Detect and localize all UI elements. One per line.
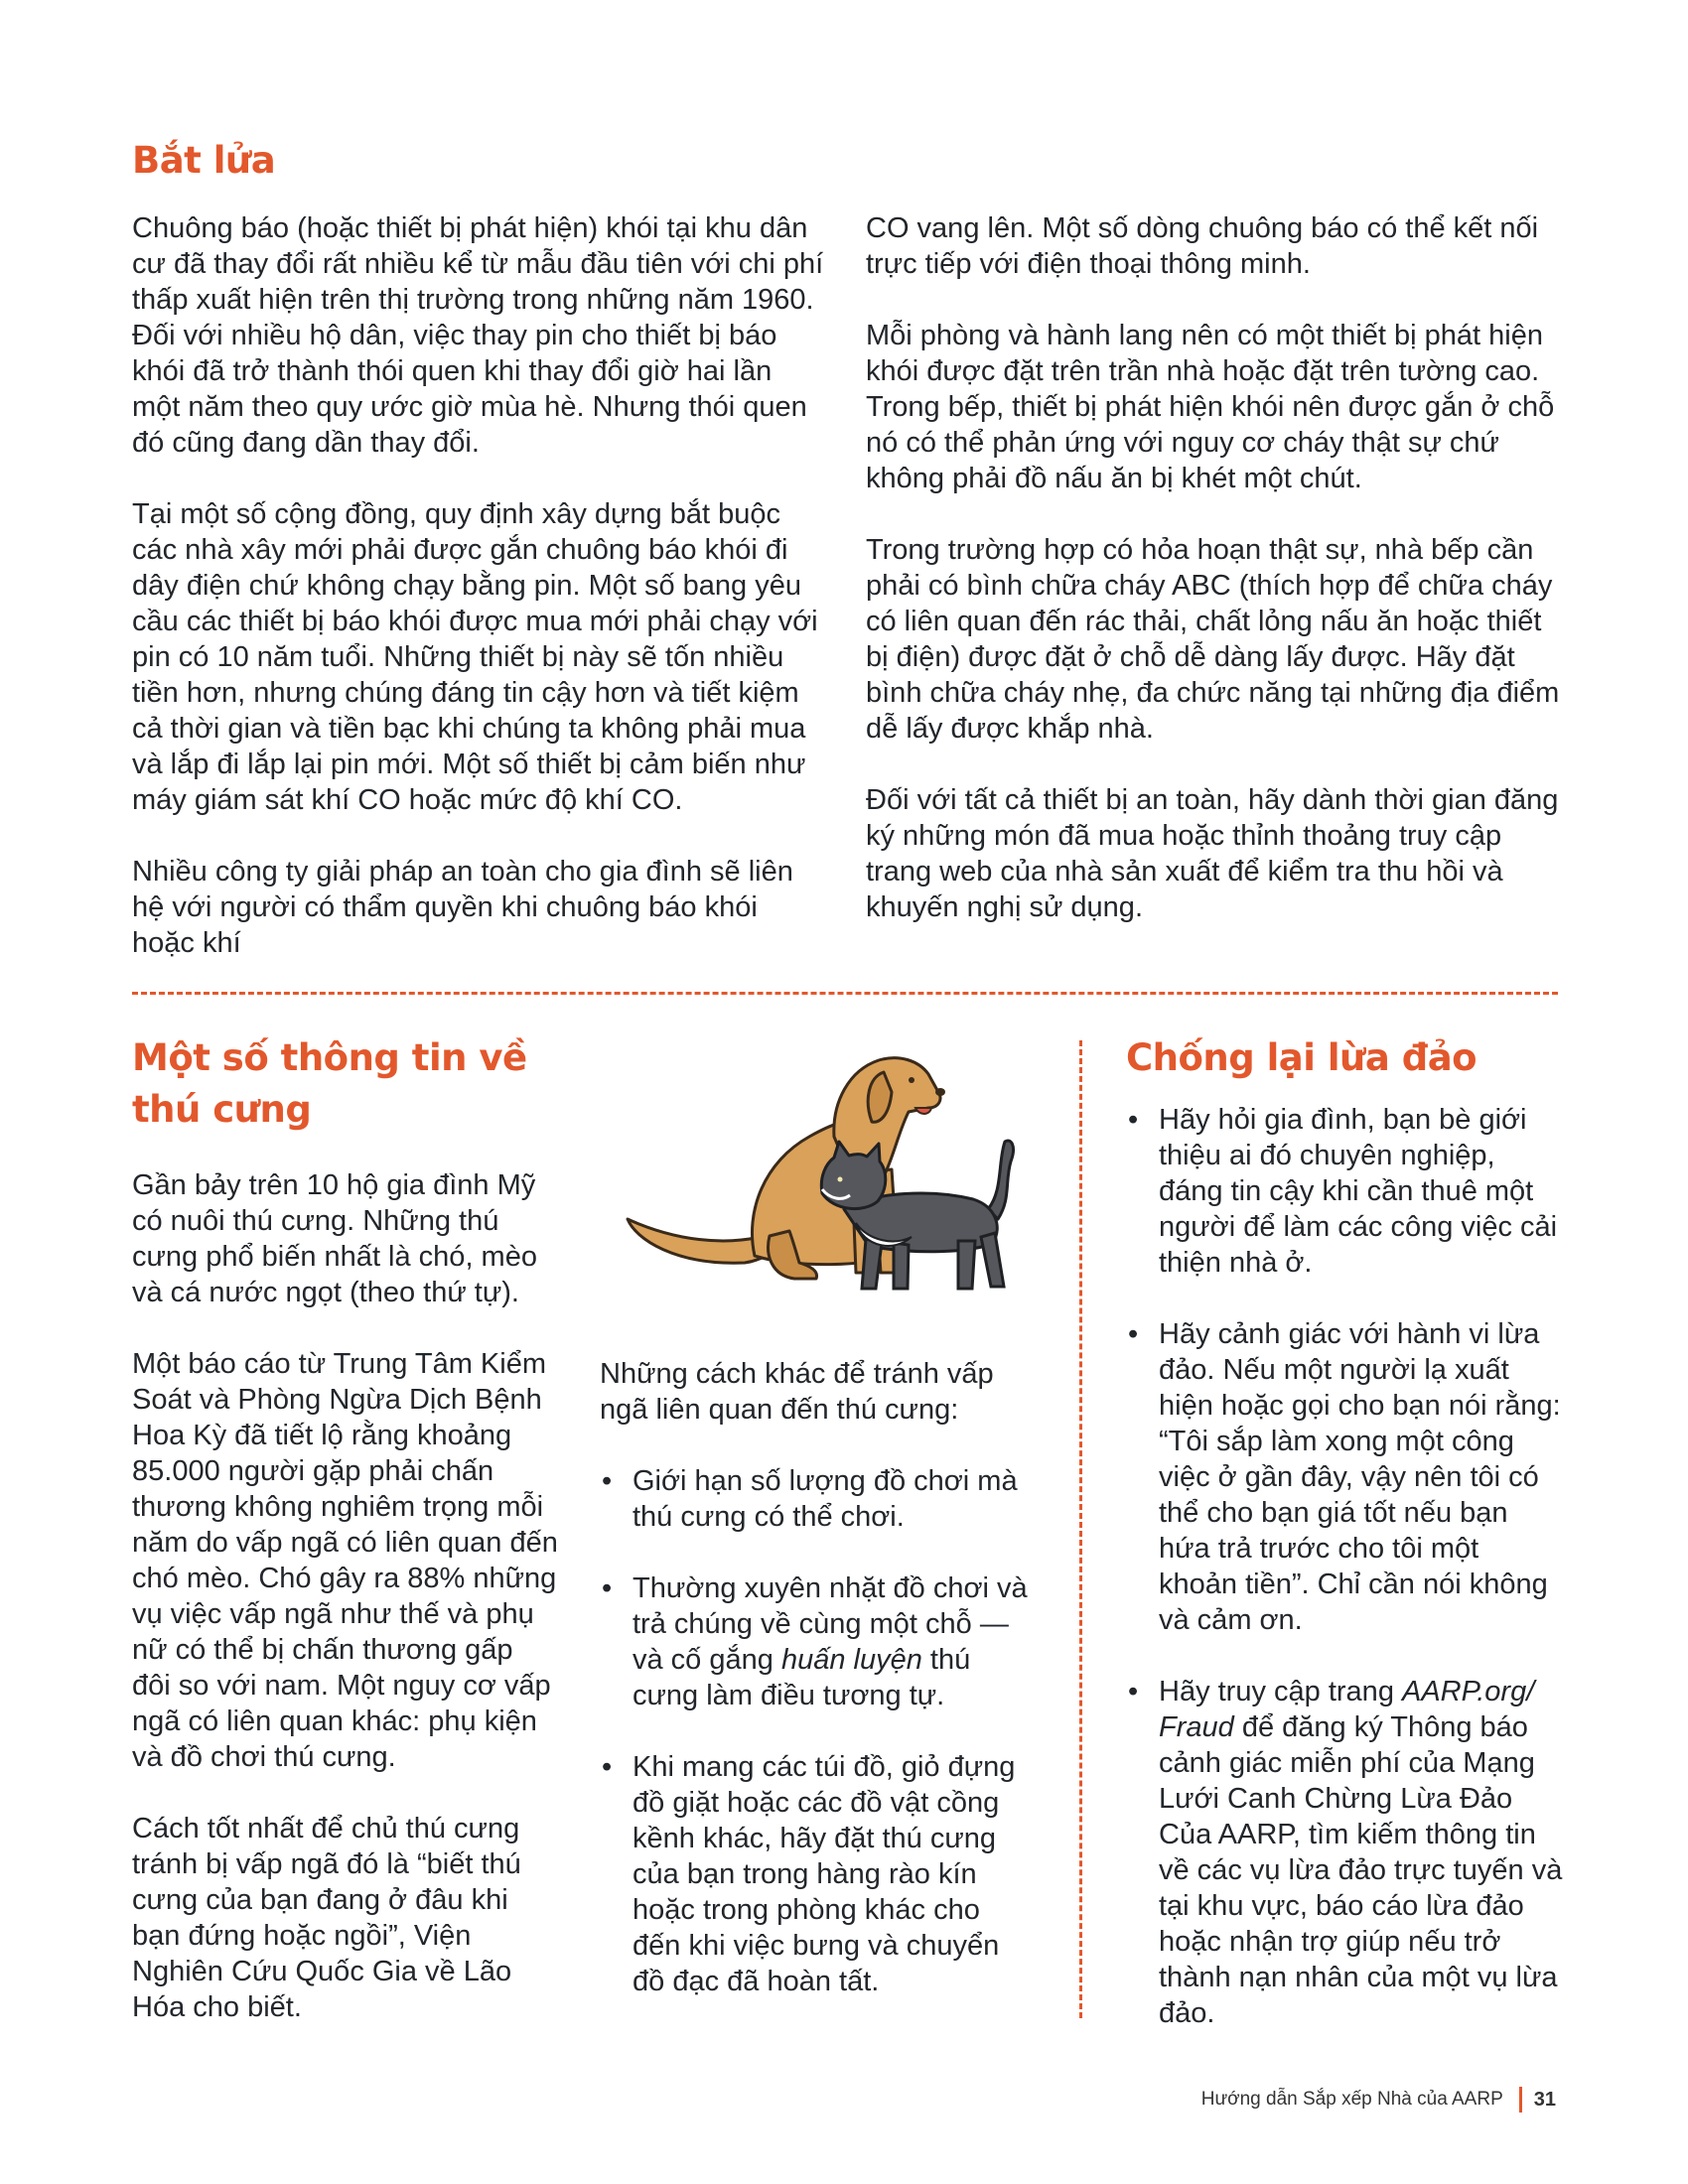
list-item: • Hãy hỏi gia đình, bạn bè giới thiệu ai đó chuyên nghiệp, đáng tin cậy khi cần thuê một người để làm các công việc cải thiện nhà ở. — [1126, 1102, 1563, 1281]
fraud-heading: Chống lại lừa đảo — [1126, 1036, 1477, 1079]
pets-heading-line: Một số thông tin về — [132, 1036, 527, 1079]
list-item: • Giới hạn số lượng đồ chơi mà thú cưng có thể chơi. — [600, 1463, 1032, 1535]
list-item — [1126, 1674, 1563, 2031]
pets-tips-list — [600, 1463, 1032, 1999]
fire-paragraph: Đối với tất cả thiết bị an toàn, hãy dành thời gian đăng ký những món đã mua hoặc thỉnh thoảng truy cập trang web của nhà sản xuất để kiểm tra thu hồi và khuyến nghị sử dụng. — [866, 784, 1559, 923]
link-text-aarp-fraud: AARP.org/ Fraud — [1159, 1676, 1535, 1743]
fraud-tips-list — [1126, 1102, 1563, 2031]
list-item: • Hãy cảnh giác với hành vi lừa đảo. Nếu một người lạ xuất hiện hoặc gọi cho bạn nói rằng: “Tôi sắp làm xong một công việc ở gần đây, vậy nên tôi có thể cho bạn giá tốt nếu bạn hứa trả trước cho tôi một khoản tiền”. Chỉ cần nói không và cảm ơn. — [1126, 1316, 1563, 1638]
list-item-text: Hãy truy cập trang — [1159, 1676, 1402, 1707]
pets-paragraph: Gần bảy trên 10 hộ gia đình Mỹ có nuôi thú cưng. Những thú cưng phổ biến nhất là chó, mèo và cá nước ngọt (theo thứ tự). — [132, 1169, 537, 1308]
fire-column-1 — [132, 210, 827, 961]
fraud-column — [1126, 1102, 1563, 2031]
page-number: 31 — [1533, 2088, 1556, 2111]
fire-paragraph: Mỗi phòng và hành lang nên có một thiết bị phát hiện khói được đặt trên trần nhà hoặc đặt trên tường cao. Trong bếp, thiết bị phát hiện khói nên được gắn ở chỗ nó có thể phản ứng với nguy cơ cháy thật sự chứ không phải đồ nấu ăn bị khét một chút. — [866, 320, 1555, 494]
pets-column-2 — [600, 1356, 1032, 1999]
pets-paragraph: Cách tốt nhất để chủ thú cưng tránh bị vấp ngã đó là “biết thú cưng của bạn đang ở đâu khi bạn đứng hoặc ngồi”, Viện Nghiên Cứu Quốc Gia về Lão Hóa cho biết. — [132, 1813, 521, 2023]
fire-paragraph: Chuông báo (hoặc thiết bị phát hiện) khói tại khu dân cư đã thay đổi rất nhiều kể từ mẫu đầu tiên với chi phí thấp xuất hiện trên thị trường trong những năm 1960. Đối với nhiều hộ dân, việc thay pin cho thiết bị báo khói đã trở thành thói quen khi thay đổi giờ hai lần một năm theo quy ước giờ mùa hè. Nhưng thói quen đó cũng đang dần thay đổi. — [132, 212, 824, 459]
list-item-text: thú cưng làm điều tương tự. — [633, 1644, 971, 1711]
list-item: • Khi mang các túi đồ, giỏ đựng đồ giặt hoặc các đồ vật cồng kềnh khác, hãy đặt thú cưng của bạn trong hàng rào kín hoặc trong phòng khác cho đến khi việc bưng và chuyển đồ đạc đã hoàn tất. — [600, 1749, 1032, 1999]
dog-and-cat-illustration — [596, 1042, 1038, 1296]
list-item-text: để đăng ký Thông báo cảnh giác miễn phí của Mạng Lưới Canh Chừng Lừa Đảo Của AARP, tìm kiếm thông tin về các vụ lừa đảo trực tuyến và tại khu vực, báo cáo lừa đảo hoặc nhận trợ giúp nếu trở thành nạn nhân của một vụ lừa đảo. — [1159, 1711, 1563, 2029]
fire-heading: Bắt lửa — [132, 139, 276, 182]
list-item-text: Thường xuyên nhặt đồ chơi và trả chúng về cùng một chỗ — và cố gắng — [633, 1572, 1028, 1676]
fire-paragraph: Tại một số cộng đồng, quy định xây dựng bắt buộc các nhà xây mới phải được gắn chuông báo khói đi dây điện chứ không chạy bằng pin. Một số bang yêu cầu các thiết bị báo khói được mua mới phải chạy với pin có 10 năm tuổi. Những thiết bị này sẽ tốn nhiều tiền hơn, nhưng chúng đáng tin cậy hơn và tiết kiệm cả thời gian và tiền bạc khi chúng ta không phải mua và lắp đi lắp lại pin mới. Một số thiết bị cảm biến như máy giám sát khí CO hoặc mức độ khí CO. — [132, 498, 818, 816]
fire-paragraph: Trong trường hợp có hỏa hoạn thật sự, nhà bếp cần phải có bình chữa cháy ABC (thích hợp để chữa cháy có liên quan đến rác thải, chất lỏng nấu ăn hoặc thiết bị điện) được đặt ở chỗ dễ dàng lấy được. Hãy đặt bình chữa cháy nhẹ, đa chức năng tại những địa điểm dễ lấy được khắp nhà. — [866, 534, 1560, 745]
list-item — [600, 1570, 1032, 1713]
footer-divider — [1519, 2087, 1522, 2113]
emphasis-text: huấn luyện — [780, 1644, 922, 1676]
footer-title: Hướng dẫn Sắp xếp Nhà của AARP — [1200, 2089, 1503, 2110]
pets-paragraph: Một báo cáo từ Trung Tâm Kiểm Soát và Phòng Ngừa Dịch Bệnh Hoa Kỳ đã tiết lộ rằng khoảng 85.000 người gặp phải chấn thương không nghiêm trọng mỗi năm do vấp ngã có liên quan đến chó mèo. Chó gây ra 88% những vụ việc vấp ngã như thế và phụ nữ có thể bị chấn thương gấp đôi so với nam. Một nguy cơ vấp ngã có liên quan khác: phụ kiện và đồ chơi thú cưng. — [132, 1348, 558, 1773]
fire-column-2 — [866, 210, 1561, 925]
column-divider — [1079, 1040, 1082, 2018]
section-divider — [132, 992, 1558, 995]
pets-tips-intro: Những cách khác để tránh vấp ngã liên quan đến thú cưng: — [600, 1358, 994, 1426]
fire-paragraph: CO vang lên. Một số dòng chuông báo có thể kết nối trực tiếp với điện thoại thông minh. — [866, 212, 1539, 280]
pets-heading-line: thú cưng — [132, 1088, 312, 1131]
pets-heading — [132, 1032, 579, 1136]
page-footer — [1201, 2087, 1556, 2113]
fire-paragraph: Nhiều công ty giải pháp an toàn cho gia đình sẽ liên hệ với người có thẩm quyền khi chuông báo khói hoặc khí — [132, 856, 793, 959]
pets-column-1 — [132, 1167, 559, 2025]
